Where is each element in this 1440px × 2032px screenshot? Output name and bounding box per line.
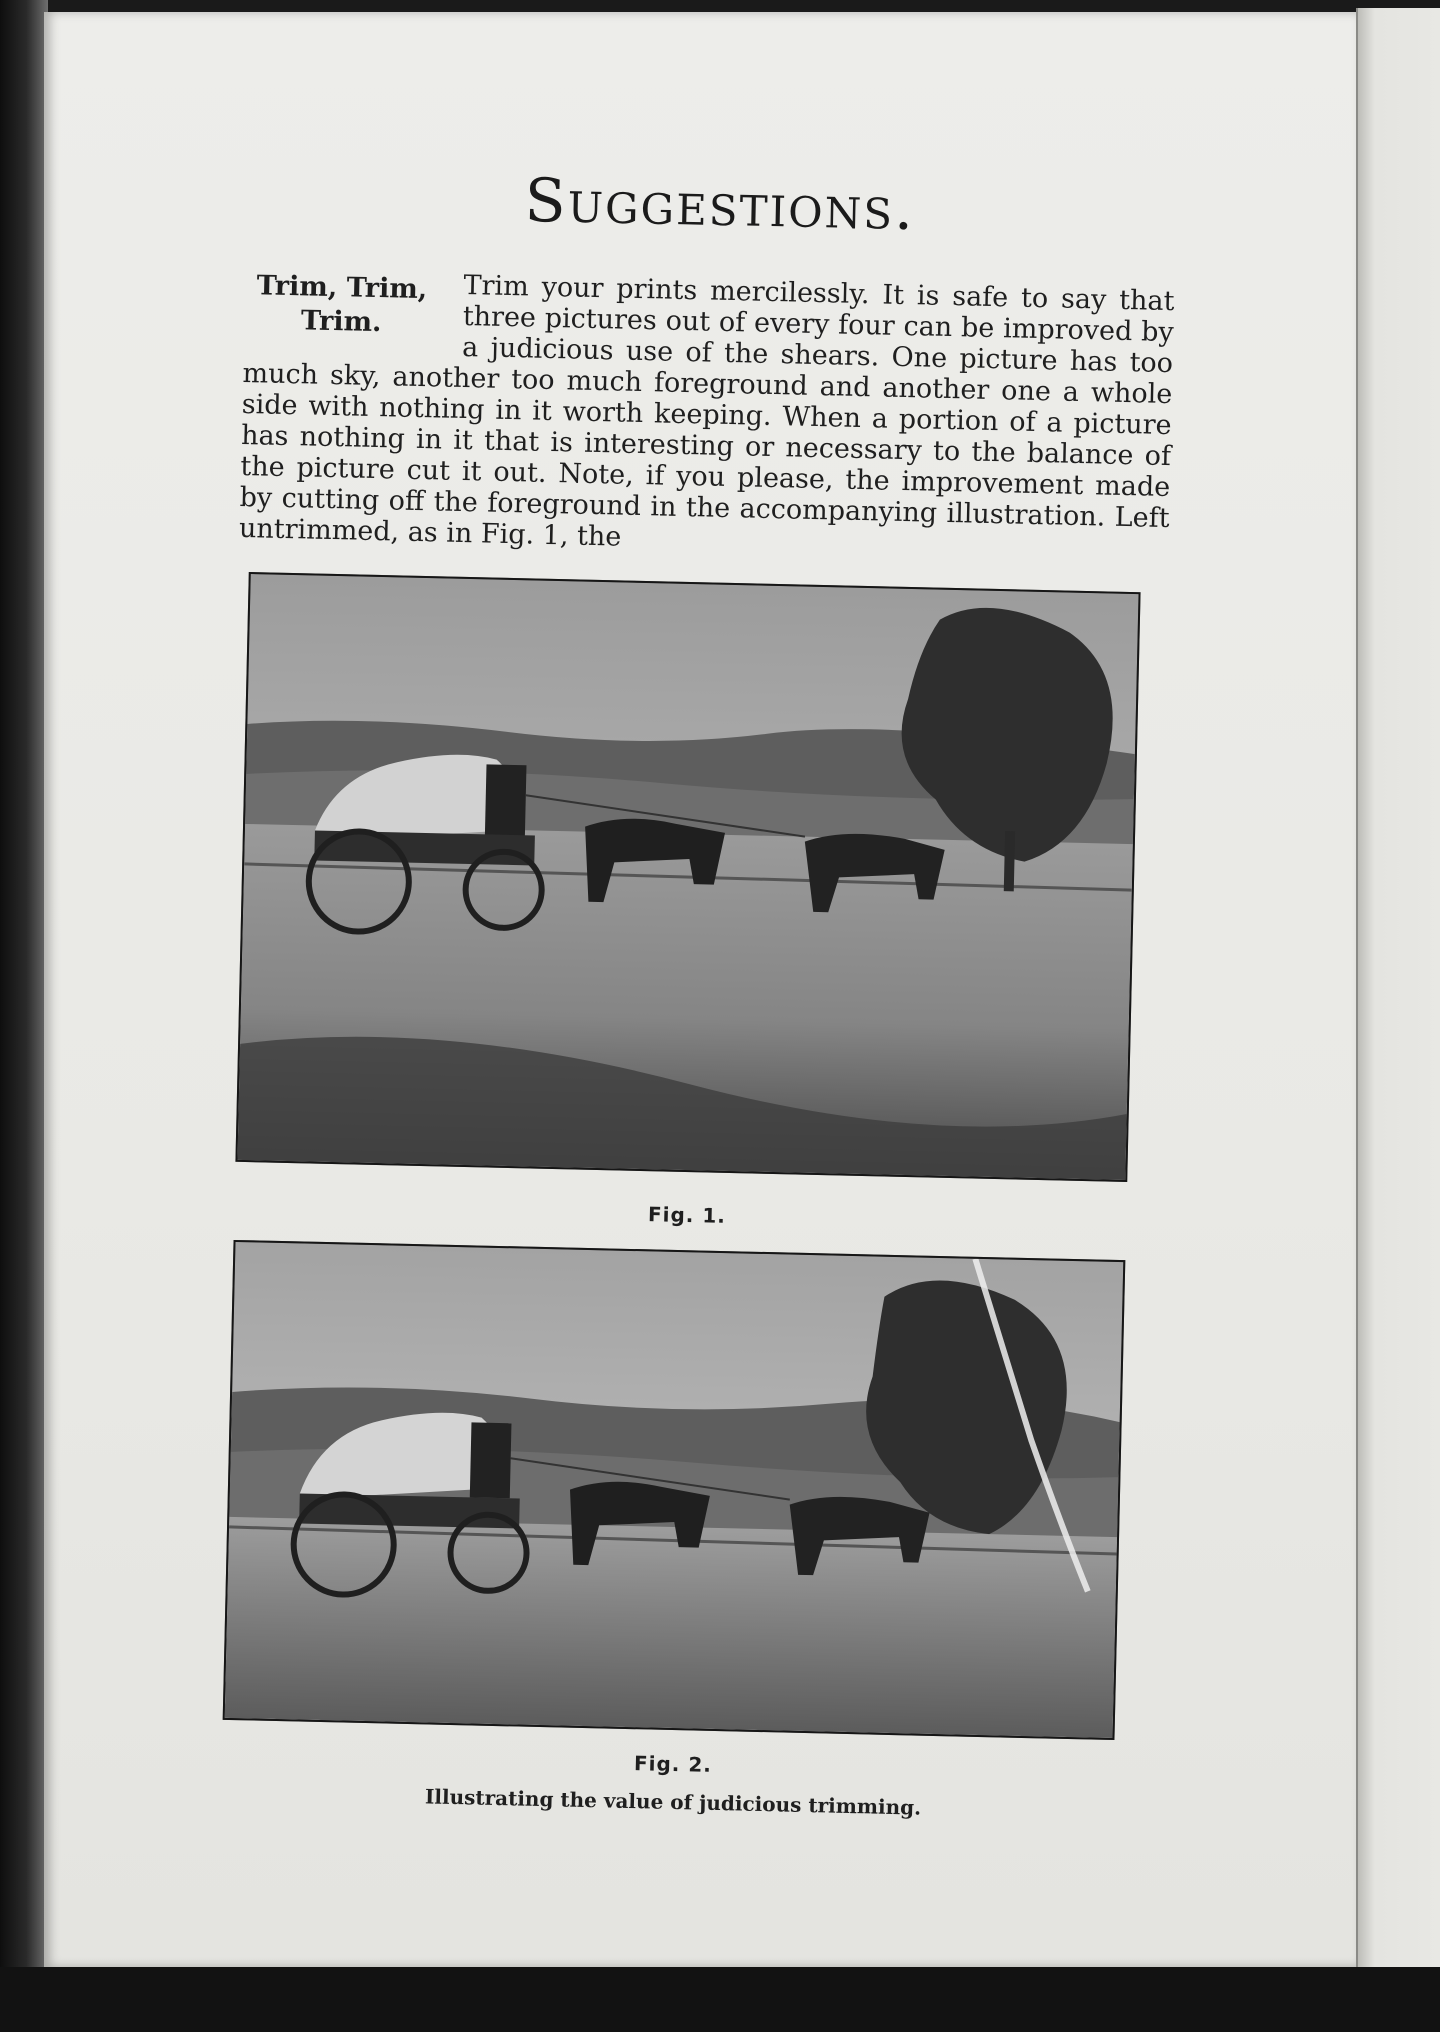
- figure-1-caption: Fig. 1.: [647, 1202, 727, 1228]
- facing-page-edge: [1356, 8, 1440, 1968]
- scan-bottom-edge: [0, 1967, 1440, 2032]
- section-trim: [239, 265, 1175, 565]
- figure-1-photo: [235, 572, 1140, 1182]
- side-heading-line-2: Trim.: [300, 305, 382, 339]
- figure-2-caption: Fig. 2.: [633, 1751, 713, 1777]
- figure-2-note: Illustrating the value of judicious trimming.: [424, 1784, 922, 1820]
- side-heading-line-1: Trim, Trim,: [256, 270, 428, 306]
- page-title: Suggestions.: [523, 165, 917, 245]
- wagon-photo-untrimmed: [237, 574, 1138, 1180]
- wagon-photo-trimmed: [225, 1242, 1124, 1738]
- body-paragraph: Trim your prints mercilessly. It is safe to say that three pictures out of every four can be improved by a judicious use of the shears. One picture has too much sky, another too much foreground and another one a whole side with nothing in it worth keeping. When a portion of a picture has nothing in it that is interesting or necessary to the balance of the picture cut it out. Note, if you please, the improvement made by cutting off the foreground in the accompanying illustration. Left untrimmed, as in Fig. 1, the: [238, 269, 1175, 553]
- side-heading: [243, 269, 439, 341]
- figure-2-photo: [223, 1240, 1126, 1740]
- scan-left-edge: [0, 0, 48, 2032]
